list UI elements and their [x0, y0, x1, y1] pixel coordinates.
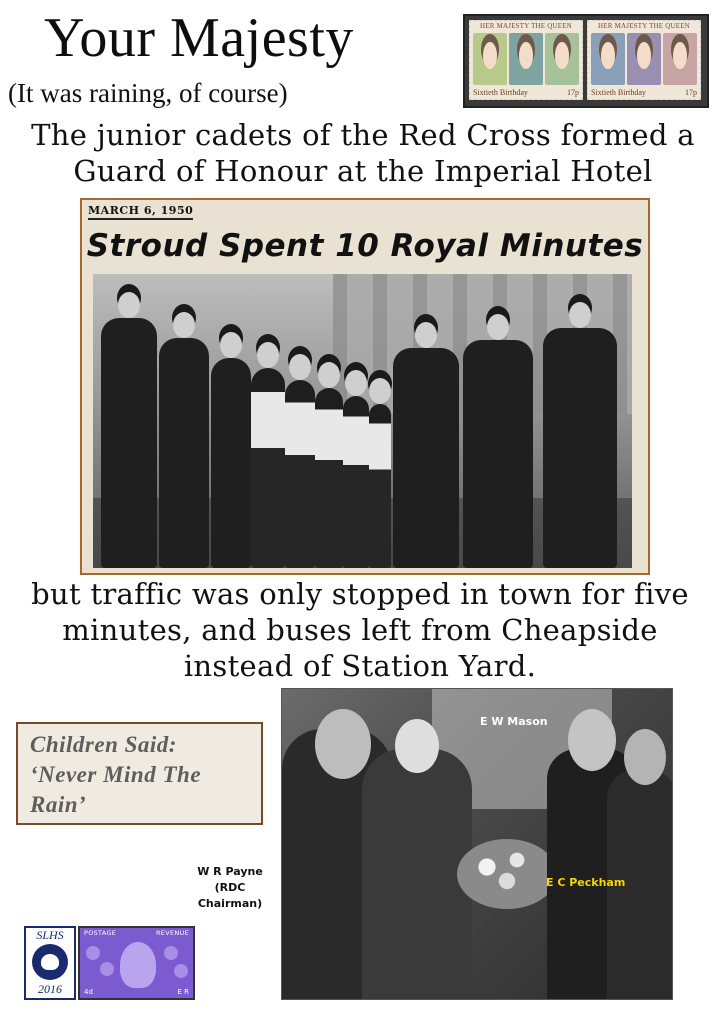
portrait-image: [473, 33, 507, 85]
stamp-footer: Sixtieth Birthday: [473, 88, 528, 97]
portrait-image: [627, 33, 661, 85]
payne-label: [184, 864, 276, 912]
stamp-postage-text: POSTAGE: [84, 929, 117, 937]
logo-year: 2016: [38, 982, 62, 996]
bouquet: [457, 839, 557, 909]
portrait-image: [663, 33, 697, 85]
cadet-figure: [251, 368, 285, 568]
mayor-figure: [543, 328, 617, 568]
princess-figure: [362, 749, 472, 999]
stamp-revenue-text: REVENUE: [155, 929, 189, 937]
stamp-portraits: [473, 33, 579, 85]
caption-top: The junior cadets of the Red Cross formed a Guard of Honour at the Imperial Hotel: [31, 118, 695, 188]
clipping-line: Children Said:: [30, 732, 177, 757]
floral-emblem-icon: [86, 946, 100, 960]
official-figure: [393, 348, 459, 568]
guard-of-honour-photo: [93, 274, 632, 568]
stamp-portraits: [591, 33, 697, 85]
stamp-cipher: E R: [177, 988, 189, 996]
page-title: Your Majesty: [44, 7, 354, 69]
sixtieth-birthday-stamps: [463, 14, 709, 108]
cadet-figure: [285, 380, 315, 568]
cadet-figure: [315, 388, 343, 568]
society-emblem-icon: [32, 944, 68, 980]
queen-portrait: [120, 942, 156, 988]
stamp-value: 4d: [84, 988, 93, 996]
page-subtitle: (It was raining, of course): [8, 78, 288, 108]
portrait-image: [545, 33, 579, 85]
stamp-value: 17p: [685, 88, 697, 97]
clipping-line: ‘Never Mind The: [30, 762, 202, 787]
stamp-footer: Sixtieth Birthday: [591, 88, 646, 97]
cadet-figure: [343, 396, 369, 568]
cadet-figure: [211, 358, 251, 568]
cadet-figure: [101, 318, 157, 568]
payne-name: W R Payne: [197, 865, 263, 878]
queen-postage-stamp: [78, 926, 195, 1000]
stamp-right: [587, 20, 701, 100]
stamp-header: HER MAJESTY THE QUEEN: [480, 22, 572, 30]
stamp-left: [469, 20, 583, 100]
clipping-headline: Stroud Spent 10 Royal Minutes: [86, 228, 644, 264]
clipping-line: Rain’: [30, 792, 87, 817]
floral-emblem-icon: [164, 946, 178, 960]
cadet-figure: [159, 338, 209, 568]
portrait-image: [509, 33, 543, 85]
clipping-date: MARCH 6, 1950: [88, 204, 193, 220]
payne-role: (RDC Chairman): [197, 881, 263, 910]
stamp-value: 17p: [567, 88, 579, 97]
children-said-clipping: [16, 722, 263, 825]
presentation-photo: [281, 688, 673, 1000]
floral-emblem-icon: [100, 962, 114, 976]
logo-top-text: SLHS: [36, 928, 64, 942]
portrait-image: [591, 33, 625, 85]
newspaper-clipping: [80, 198, 650, 575]
mason-label: E W Mason: [480, 715, 548, 728]
peckham-label: E C Peckham: [546, 876, 626, 889]
slhs-logo: [24, 926, 76, 1000]
caption-bottom: but traffic was only stopped in town for five minutes, and buses left from Cheapside instead of Station Yard.: [31, 577, 689, 683]
princess-figure: [463, 340, 533, 568]
stamp-header: HER MAJESTY THE QUEEN: [598, 22, 690, 30]
floral-emblem-icon: [174, 964, 188, 978]
cadet-figure: [369, 404, 391, 568]
